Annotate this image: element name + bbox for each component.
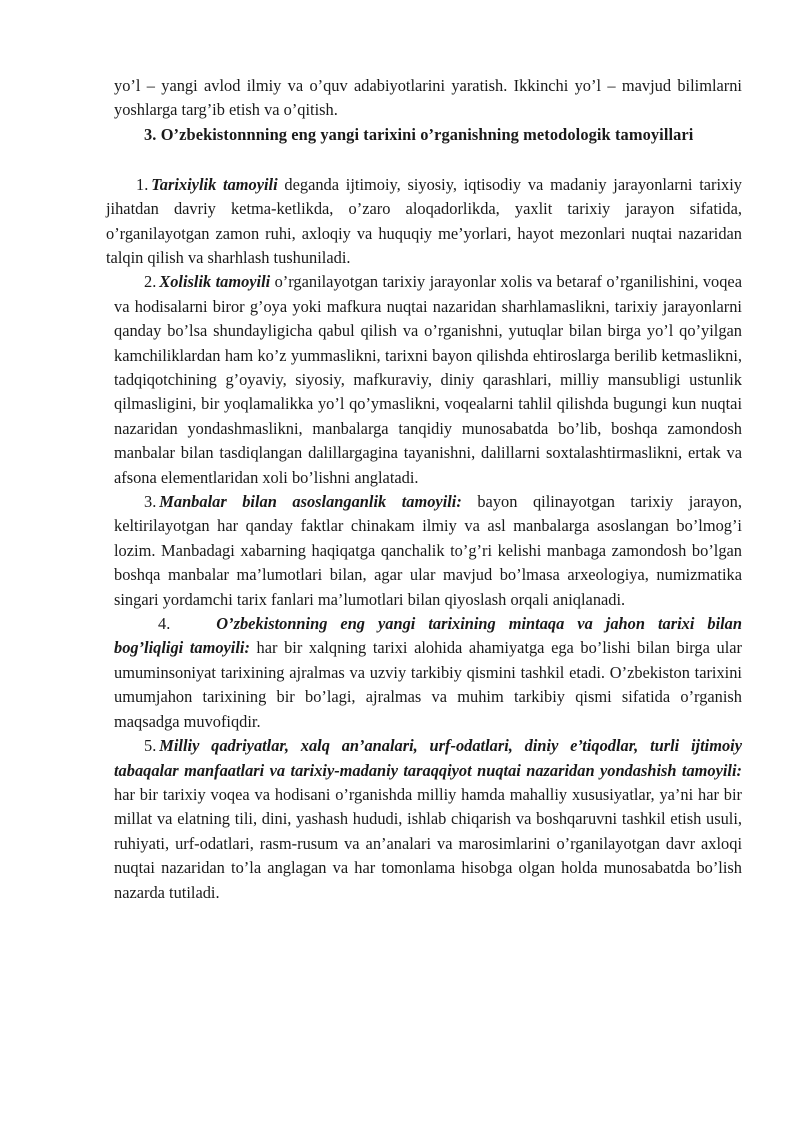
principle-1 bbox=[106, 173, 742, 271]
principle-3-number: 3. bbox=[144, 492, 157, 512]
principle-1-title: Tarixiylik tamoyili bbox=[151, 174, 278, 194]
principle-5-number: 5. bbox=[144, 736, 157, 756]
section-heading: 3. O’zbekistonnning eng yangi tarixini o’rganishning metodologik tamoyillari bbox=[144, 124, 694, 144]
principle-3-title: Manbalar bilan asoslanganlik tamoyili: bbox=[159, 492, 462, 512]
principle-2-body: o’rganilayotgan tarixiy jarayonlar xolis va betaraf o’rganilishini, voqea va hodisalarni biror g’oya yoki mafkura nuqtai nazaridan sharhlamaslikni, tarixiy jarayonlarni qanday bo’lsa shundayligicha qabul qilish va o’rganishni, yutuqlar bilan birga yo’l qo’yilgan kamchiliklardan ham ko’z yummaslikni, tarixni bayon qilishda ehtiroslarga berilib ketmaslikni, tadqiqotchining g’oyaviy, siyosiy, mafkuraviy, diniy qarashlari, milliy mansubligi ustunlik qilmasligini, bir yoqlamalikka yo’l qo’ymaslikni, voqealarni tahlil qilishda bugungi kun nuqtai nazaridan yondashmaslikni, manbalarga tanqidiy munosabatda bo’lib, boshqa zamondosh manbalar bilan tasdiqlangan dalillargagina tayanishni, dalillarni soxtalashtirmaslikni, ertak va afsona elementlaridan xoli bo’lishni anglatadi. bbox=[114, 272, 742, 487]
principle-2 bbox=[114, 270, 742, 905]
text-block-top bbox=[114, 74, 742, 147]
principle-1-number: 1. bbox=[136, 174, 149, 194]
principle-5-title: Milliy qadriyatlar, xalq an’analari, urf-odatlari, diniy e’tiqodlar, turli ijtimoiy tabaqalar manfaatlari va tarixiy-madaniy taraqqiyot nuqtai nazaridan yondashish tamoyili: bbox=[114, 736, 742, 780]
principle-5-body: har bir tarixiy voqea va hodisani o’rganishda milliy hamda mahalliy xususiyatlar, ya’ni har bir millat va elatning tili, dini, yashash hududi, ishlab chiqarish va boshqaruvni tashkil etish usuli, ruhiyati, urf-odatlari, rasm-rusum va an’analari va marosimlarini o’rganilayotgan davr axloqi nuqtai nazaridan to’la anglagan va har tomonlama hisobga olgan holda munosabatda bo’lish nazarda tutiladi. bbox=[114, 784, 742, 902]
principle-4-body: har bir xalqning tarixi alohida ahamiyatga ega bo’lishi bilan birga ular umuminsoniyat tarixining ajralmas va uzviy tarkibiy qismini tashkil etadi. O’zbekiston tarixini umumjahon tarixining bir bo’lagi, ajralmas va muhim tarkibiy qismi sifatida o’rganish maqsadga muvofiqdir. bbox=[114, 638, 742, 731]
principle-3-body: bayon qilinayotgan tarixiy jarayon, keltirilayotgan har qanday faktlar chinakam ilmiy va asl manbalarga asoslangan bo’lmog’i lozim. Manbadagi xabarning haqiqatga qanchalik to’g’ri kelishi manbaga zamondosh bo’lgan boshqa manbalar ma’lumotlari bilan, agar ular mavjud bo’lmasa arxeologiya, numizmatika singari yordamchi tarix fanlari ma’lumotlari bilan qiyoslash orqali aniqlanadi. bbox=[114, 492, 742, 609]
principle-2-number: 2. bbox=[144, 272, 157, 292]
intro-paragraph: yo’l – yangi avlod ilmiy va o’quv adabiyotlarini yaratish. Ikkinchi yo’l – mavjud bilimlarni yoshlarga targ’ib etish va o’qitish. bbox=[114, 76, 742, 120]
principle-1-body: deganda ijtimoiy, siyosiy, iqtisodiy va madaniy jarayonlarni tarixiy jihatdan davriy ketma-ketlikda, o’zaro aloqadorlikda, yaxlit tarixiy jarayon sifatida, o’rganilayotgan zamon ruhi, axloqiy va huquqiy me’yorlari, hayot mezonlari nuqtai nazaridan talqin qilish va sharhlash tushuniladi. bbox=[106, 174, 742, 268]
principle-2-title: Xolislik tamoyili bbox=[159, 272, 271, 292]
principle-4-title: O’zbekistonning eng yangi tarixining mintaqa va jahon tarixi bilan bog’liqligi tamoyili: bbox=[114, 614, 742, 658]
principle-4-number: 4. bbox=[158, 614, 171, 634]
